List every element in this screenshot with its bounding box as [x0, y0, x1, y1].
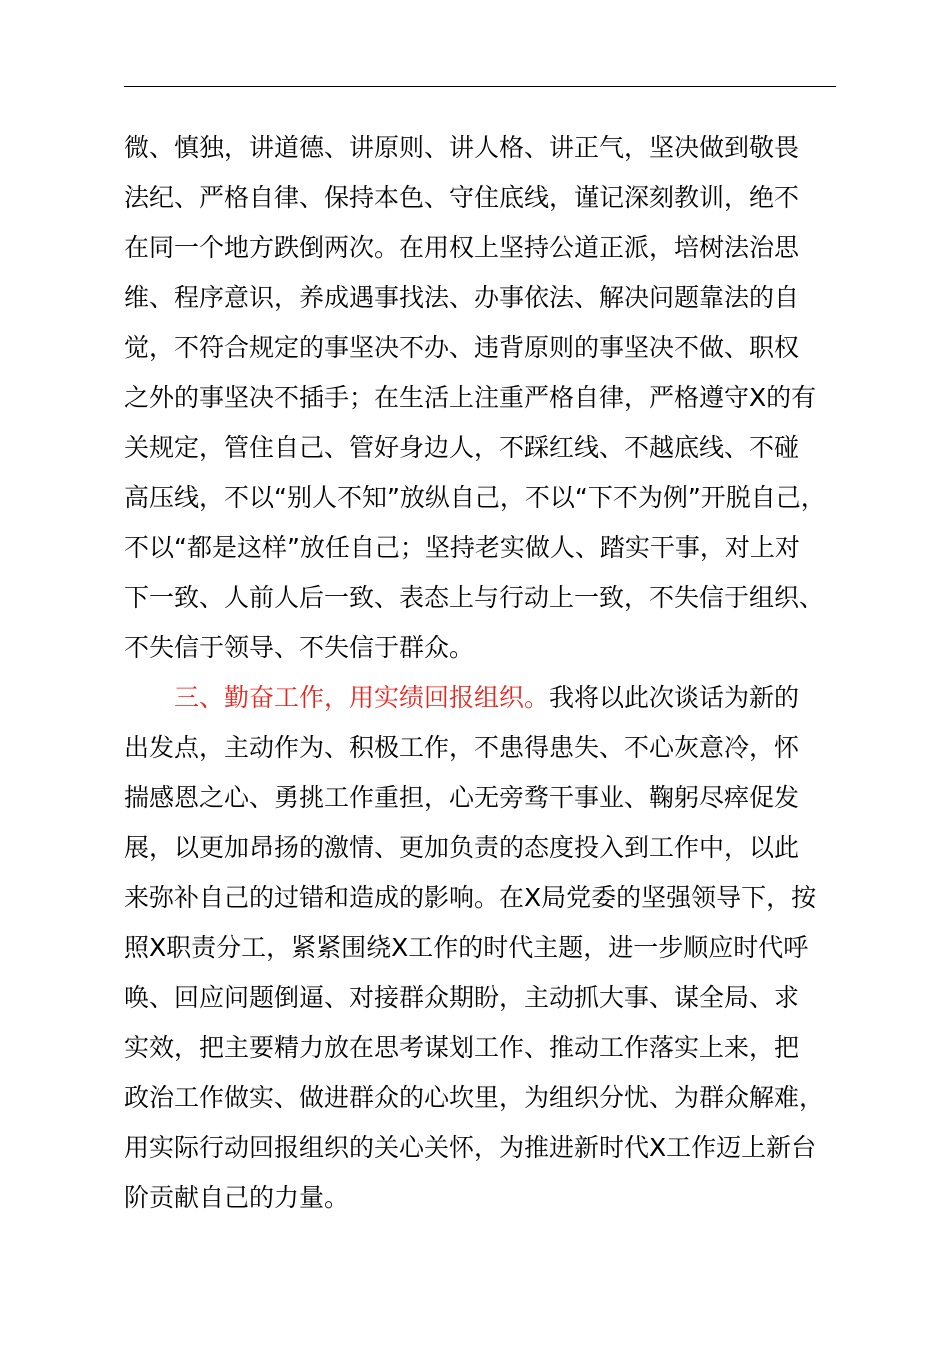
paragraph-line: 法纪、严格自律、保持本色、守住底线，谨记深刻教训，绝不 — [124, 183, 800, 212]
document-body — [124, 123, 864, 1223]
paragraph-line: 照X职责分工，紧紧围绕X工作的时代主题，进一步顺应时代呼 — [124, 933, 809, 962]
paragraph-line: 不失信于领导、不失信于群众。 — [124, 633, 475, 662]
paragraph-line: 之外的事坚决不插手；在生活上注重严格自律，严格遵守X的有 — [124, 383, 817, 412]
paragraph-line: 微、慎独，讲道德、讲原则、讲人格、讲正气，坚决做到敬畏 — [124, 133, 800, 162]
paragraph-1 — [124, 123, 864, 673]
header-rule — [124, 86, 836, 87]
paragraph-2 — [124, 673, 864, 1223]
paragraph-line: 关规定，管住自己、管好身边人，不踩红线、不越底线、不碰 — [124, 433, 800, 462]
paragraph-first-line — [124, 673, 864, 723]
section-heading: 三、勤奋工作，用实绩回报组织。 — [174, 683, 550, 712]
paragraph-line: 在同一个地方跌倒两次。在用权上坚持公道正派，培树法治思 — [124, 233, 800, 262]
paragraph-line: 展，以更加昂扬的激情、更加负责的态度投入到工作中，以此 — [124, 833, 800, 862]
paragraph-line: 觉，不符合规定的事坚决不办、违背原则的事坚决不做、职权 — [124, 333, 800, 362]
paragraph-line: 维、程序意识，养成遇事找法、办事依法、解决问题靠法的自 — [124, 283, 800, 312]
paragraph-line: 阶贡献自己的力量。 — [124, 1183, 350, 1212]
paragraph-line: 出发点，主动作为、积极工作，不患得患失、不心灰意冷，怀 — [124, 733, 800, 762]
paragraph-line: 实效，把主要精力放在思考谋划工作、推动工作落实上来，把 — [124, 1033, 800, 1062]
heading-line-rest: 我将以此次谈话为新的 — [549, 683, 800, 712]
paragraph-line: 来弥补自己的过错和造成的影响。在X局党委的坚强领导下，按 — [124, 883, 817, 912]
paragraph-line: 下一致、人前人后一致、表态上与行动上一致，不失信于组织、 — [124, 583, 825, 612]
paragraph-line: 不以“都是这样”放任自己；坚持老实做人、踏实干事，对上对 — [124, 533, 800, 562]
paragraph-line: 高压线，不以“别人不知”放纵自己，不以“下不为例”开脱自己， — [124, 483, 826, 512]
paragraph-line: 唤、回应问题倒逼、对接群众期盼，主动抓大事、谋全局、求 — [124, 983, 800, 1012]
paragraph-line: 用实际行动回报组织的关心关怀，为推进新时代X工作迈上新台 — [124, 1133, 817, 1162]
paragraph-line: 政治工作做实、做进群众的心坎里，为组织分忧、为群众解难， — [124, 1083, 825, 1112]
paragraph-line: 揣感恩之心、勇挑工作重担，心无旁骛干事业、鞠躬尽瘁促发 — [124, 783, 800, 812]
